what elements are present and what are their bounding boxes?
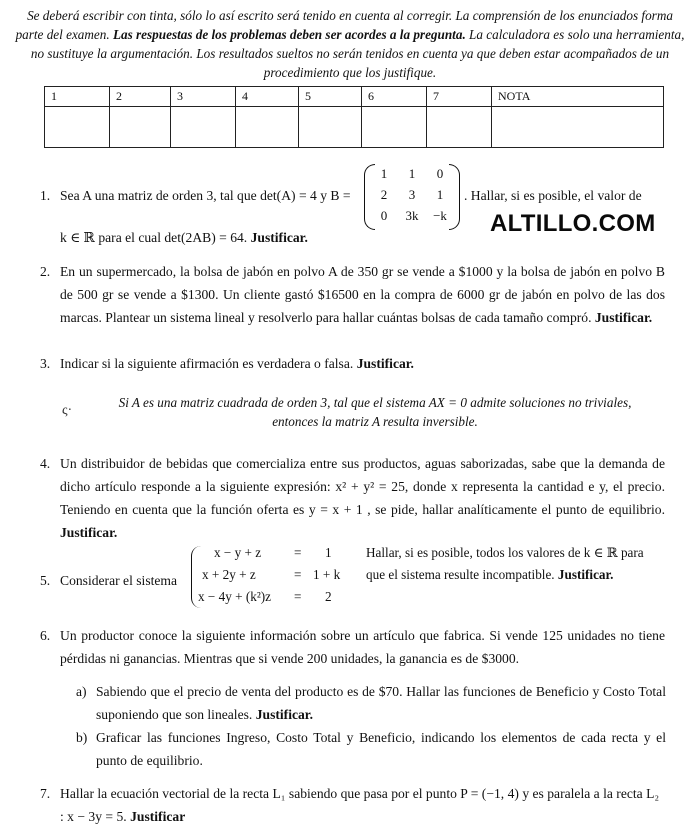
question-6b [76, 726, 666, 772]
grade-cell-4 [236, 107, 299, 148]
question-number: 1. [40, 188, 51, 203]
altillo-logo: ALTILLO.COM [490, 210, 656, 237]
grade-cell-3 [171, 107, 236, 148]
instructions-line2: La calculadora es solo una herramienta, no sustituye la argumentación. Los resultados sueltos no serán tenidos en cuenta ya que deben estar acompañados de un procedimiento que los justifique. [30, 27, 685, 80]
q1-justify: Justificar. [250, 230, 308, 245]
q3-statement-1: Si A es una matriz cuadrada de orden 3, tal que el sistema AX = 0 admite soluciones no triviales, [118, 395, 632, 410]
q2-body [60, 260, 665, 329]
q6-text: Un productor conoce la siguiente información sobre un artículo que fabrica. Si vende 125 unidades no tiene pérdidas ni ganancias. Mientras que si vende 200 unidades, la ganancia es de $3000. [60, 628, 665, 666]
q5-justify: Justificar. [557, 567, 614, 582]
grade-cell-2 [110, 107, 171, 148]
question-6 [40, 624, 665, 670]
q6a-justify: Justificar. [255, 707, 313, 722]
matrix-cell: 3 [408, 187, 416, 202]
q6a-label: a) [76, 684, 87, 699]
exam-instructions [14, 6, 686, 82]
question-number: 7. [40, 786, 51, 801]
question-6a [76, 680, 666, 726]
handwritten-mark: ς· [62, 403, 73, 418]
question-2 [40, 260, 665, 329]
question-7 [40, 782, 665, 828]
matrix-cell: 3k [405, 208, 419, 223]
q7-text: Hallar la ecuación vectorial de la recta L₁ sabiendo que pasa por el punto P = (−1, 4) y es paralela a la recta L₂ : x − 3y = 5. [60, 786, 660, 824]
question-3 [40, 352, 665, 375]
question-number: 2. [40, 264, 51, 279]
matrix-cell: 0 [436, 166, 444, 181]
eq2-left: x + 2y + z [202, 567, 256, 582]
q4-body [60, 452, 665, 544]
grade-header-1: 1 [45, 87, 110, 107]
instructions-line1: Se deberá escribir con tinta, sólo lo así escrito será tenido en cuenta al corregir. La comprensión de los enunciados forma parte del examen. [15, 8, 673, 42]
matrix-cell: 1 [380, 166, 388, 181]
matrix-cell: 0 [380, 208, 388, 223]
eq3-sign: = [294, 589, 302, 604]
grade-header-2: 2 [110, 87, 171, 107]
eq3-left: x − 4y + (k²)z [198, 589, 272, 604]
q5-label: Considerar el sistema [60, 573, 178, 588]
eq1-sign: = [294, 545, 302, 560]
q1-text-b: . Hallar, si es posible, el valor de [464, 188, 642, 203]
q1-text-c-line [40, 226, 480, 249]
q2-text: En un supermercado, la bolsa de jabón en polvo A de 350 gr se vende a $1000 y la bolsa de jabón en polvo B de 500 gr se vende a $1300. Un cliente gastó $16500 en la compra de 6000 gr de jabón en polvo de las dos marcas. Plantear un sistema lineal y resolverlo para hallar cuántas bolsas de cada tamaño compró. [60, 264, 665, 325]
q6a-body [96, 680, 666, 726]
grade-header-7: 7 [427, 87, 492, 107]
q7-justify: Justificar [130, 809, 186, 824]
eq3-right: 2 [325, 589, 332, 604]
grade-header-4: 4 [236, 87, 299, 107]
q4-justify: Justificar. [60, 525, 118, 540]
eq1-right: 1 [325, 545, 332, 560]
grade-header-5: 5 [299, 87, 362, 107]
grade-table [44, 86, 664, 148]
q3-text: Indicar si la siguiente afirmación es verdadera o falsa. [60, 356, 354, 371]
q6b-label: b) [76, 730, 88, 745]
grade-cell-5 [299, 107, 362, 148]
eq2-right: 1 + k [313, 567, 341, 582]
q5-right-2: que el sistema resulte incompatible. [366, 567, 555, 582]
grade-header-row [45, 87, 664, 107]
question-4 [40, 452, 665, 544]
grade-header-6: 6 [362, 87, 427, 107]
grade-header-nota: NOTA [492, 87, 664, 107]
grade-score-row [45, 107, 664, 148]
eq1-left: x − y + z [214, 545, 262, 560]
q3-justify: Justificar. [356, 356, 414, 371]
q5-right-1: Hallar, si es posible, todos los valores de k ∈ ℝ para [366, 545, 644, 560]
matrix-cell: 1 [408, 166, 416, 181]
matrix-cell: 2 [380, 187, 388, 202]
question-number: 6. [40, 628, 51, 643]
q4-text: Un distribuidor de bebidas que comercializa entre sus productos, aguas saborizadas, sabe que la demanda de dicho artículo responde a la siguiente expresión: x² + y² = 25, donde x representa la cantidad e y, el precio. Teniendo en cuenta que la función oferta es y = x + 1 , se pide, hallar analíticamente el punto de equilibrio. [60, 456, 665, 517]
matrix-cell: 1 [436, 187, 444, 202]
grade-cell-6 [362, 107, 427, 148]
question-number: 5. [40, 573, 51, 588]
matrix-b [364, 164, 460, 228]
q3-statement-2: entonces la matriz A resulta inversible. [272, 414, 478, 429]
q6b-text: Graficar las funciones Ingreso, Costo Total y Beneficio, indicando los elementos de cada recta y el punto de equilibrio. [96, 730, 666, 768]
grade-cell-nota [492, 107, 664, 148]
grade-header-3: 3 [171, 87, 236, 107]
q2-justify: Justificar. [594, 310, 653, 325]
instructions-bold: Las respuestas de los problemas deben ser acordes a la pregunta. [112, 27, 466, 42]
q5-right-2-line [366, 563, 666, 586]
q6a-text: Sabiendo que el precio de venta del producto es de $70. Hallar las funciones de Beneficio y Costo Total suponiendo que son lineales. [96, 684, 666, 722]
q1-text-c: k ∈ ℝ para el cual det(2AB) = 64. [60, 230, 248, 245]
matrix-cell: −k [433, 208, 447, 223]
question-number: 3. [40, 356, 51, 371]
q7-body [60, 782, 665, 828]
grade-cell-1 [45, 107, 110, 148]
eq2-sign: = [294, 567, 302, 582]
grade-cell-7 [427, 107, 492, 148]
q1-text-a: Sea A una matriz de orden 3, tal que det(A) = 4 y B = [60, 188, 351, 203]
question-number: 4. [40, 456, 51, 471]
